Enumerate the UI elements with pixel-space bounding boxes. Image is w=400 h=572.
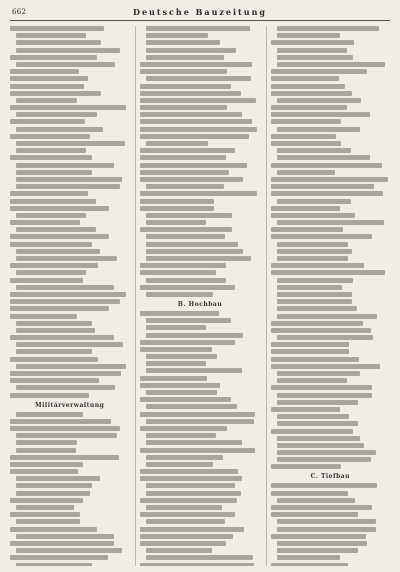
text-line xyxy=(140,448,255,453)
text-line xyxy=(277,98,362,103)
text-line xyxy=(16,448,76,453)
text-line xyxy=(277,127,361,132)
text-line xyxy=(16,177,122,182)
text-line xyxy=(146,555,252,560)
text-line xyxy=(146,440,241,445)
text-line xyxy=(277,400,358,405)
text-line xyxy=(140,541,226,546)
text-line xyxy=(277,450,376,455)
text-line xyxy=(277,285,343,290)
text-line xyxy=(10,335,114,340)
text-line xyxy=(271,105,347,110)
text-line xyxy=(277,33,340,38)
text-line xyxy=(10,419,111,424)
text-line xyxy=(146,483,234,488)
text-line xyxy=(140,84,231,89)
text-line xyxy=(271,563,349,567)
text-line xyxy=(16,148,86,153)
text-line xyxy=(140,191,257,196)
text-line xyxy=(146,220,206,225)
text-line xyxy=(277,498,356,503)
text-line xyxy=(146,505,221,510)
text-line xyxy=(10,314,77,319)
text-line xyxy=(16,433,117,438)
text-line xyxy=(146,76,251,81)
text-line xyxy=(271,134,337,139)
text-line xyxy=(16,33,86,38)
text-line xyxy=(16,213,86,218)
text-line xyxy=(10,469,78,474)
text-line xyxy=(146,213,232,218)
text-line xyxy=(140,347,212,352)
text-line xyxy=(10,292,126,297)
text-line xyxy=(140,112,241,117)
text-line xyxy=(271,321,363,326)
text-line xyxy=(10,306,109,311)
text-line xyxy=(277,548,358,553)
text-line xyxy=(10,234,109,239)
text-line xyxy=(271,184,375,189)
text-line xyxy=(146,256,251,261)
text-line xyxy=(271,357,359,362)
text-line xyxy=(146,48,235,53)
text-line xyxy=(277,220,384,225)
text-line xyxy=(10,357,98,362)
text-line xyxy=(277,242,349,247)
column-right xyxy=(266,26,390,566)
text-line xyxy=(140,512,234,517)
text-line xyxy=(140,527,244,532)
text-line xyxy=(277,457,371,462)
text-line xyxy=(277,278,353,283)
text-line xyxy=(277,414,350,419)
text-line xyxy=(10,278,83,283)
text-line xyxy=(10,105,126,110)
text-line xyxy=(271,191,383,196)
text-line xyxy=(16,127,103,132)
text-line xyxy=(10,191,88,196)
text-line xyxy=(146,26,250,31)
text-columns xyxy=(10,26,390,566)
text-line xyxy=(277,555,340,560)
text-line xyxy=(146,292,213,297)
text-line xyxy=(16,227,96,232)
text-line xyxy=(10,242,92,247)
text-line xyxy=(16,270,86,275)
page-title: Deutsche Bauzeitung xyxy=(133,7,267,17)
text-line xyxy=(277,335,374,340)
text-line xyxy=(140,155,226,160)
column-middle xyxy=(135,26,259,566)
text-line xyxy=(140,206,214,211)
text-line xyxy=(277,393,372,398)
text-line xyxy=(16,170,92,175)
text-line xyxy=(277,378,347,383)
text-line xyxy=(140,534,233,539)
text-line xyxy=(146,55,224,60)
text-line xyxy=(16,40,101,45)
text-line xyxy=(271,328,371,333)
text-line xyxy=(277,55,353,60)
text-line xyxy=(10,455,119,460)
text-line xyxy=(271,483,377,488)
text-line xyxy=(277,519,376,524)
text-line xyxy=(140,105,227,110)
text-line xyxy=(10,220,80,225)
text-line xyxy=(140,91,240,96)
text-line xyxy=(140,227,232,232)
text-line xyxy=(140,311,219,316)
text-line xyxy=(277,306,357,311)
text-line xyxy=(146,368,241,373)
text-line xyxy=(277,299,352,304)
text-line xyxy=(271,234,372,239)
text-line xyxy=(277,155,370,160)
text-line xyxy=(16,98,77,103)
text-line xyxy=(146,404,237,409)
text-line xyxy=(10,199,96,204)
text-line xyxy=(140,263,226,268)
text-line xyxy=(146,33,208,38)
text-line xyxy=(140,412,255,417)
text-line xyxy=(277,436,361,441)
section-heading: C. Tiefbau xyxy=(310,473,351,481)
text-line xyxy=(10,55,97,60)
text-line xyxy=(146,455,222,460)
text-line xyxy=(277,541,368,546)
text-line xyxy=(140,127,257,132)
text-line xyxy=(16,349,92,354)
page-header xyxy=(10,6,390,21)
text-line xyxy=(271,84,345,89)
text-line xyxy=(277,62,386,67)
text-line xyxy=(146,40,220,45)
text-line xyxy=(10,119,85,124)
column-left xyxy=(10,26,129,566)
text-line xyxy=(10,206,109,211)
text-line xyxy=(277,170,335,175)
text-line xyxy=(271,213,356,218)
text-line xyxy=(16,412,83,417)
text-line xyxy=(271,464,341,469)
text-line xyxy=(271,534,366,539)
text-line xyxy=(10,555,108,560)
text-line xyxy=(10,378,99,383)
text-line xyxy=(140,199,214,204)
text-line xyxy=(271,491,349,496)
text-line xyxy=(146,354,216,359)
text-line xyxy=(16,385,115,390)
text-line xyxy=(16,321,92,326)
text-line xyxy=(271,263,364,268)
text-line xyxy=(271,429,353,434)
text-line xyxy=(277,48,347,53)
text-line xyxy=(16,48,120,53)
text-line xyxy=(16,476,100,481)
text-line xyxy=(16,342,123,347)
text-line xyxy=(271,91,352,96)
text-line xyxy=(140,98,256,103)
text-line xyxy=(10,299,120,304)
text-line xyxy=(140,397,231,402)
text-line xyxy=(10,527,97,532)
text-line xyxy=(146,433,215,438)
text-line xyxy=(146,141,208,146)
text-line xyxy=(16,249,100,254)
text-line xyxy=(10,91,101,96)
section-heading: Militärverwaltung xyxy=(35,401,105,409)
text-line xyxy=(146,491,240,496)
text-line xyxy=(140,476,241,481)
text-line xyxy=(140,177,243,182)
text-line xyxy=(146,325,206,330)
text-line xyxy=(277,249,352,254)
text-line xyxy=(140,285,234,290)
text-line xyxy=(16,112,97,117)
text-line xyxy=(146,249,243,254)
text-line xyxy=(140,163,246,168)
text-line xyxy=(140,563,253,567)
section-heading: B. Hochbau xyxy=(177,300,223,308)
text-line xyxy=(10,498,83,503)
text-line xyxy=(277,256,349,261)
text-line xyxy=(271,364,381,369)
text-line xyxy=(10,155,92,160)
text-line xyxy=(16,285,114,290)
page-number: 662 xyxy=(12,8,27,16)
text-line xyxy=(16,534,114,539)
text-line xyxy=(271,141,341,146)
text-line xyxy=(140,340,234,345)
text-line xyxy=(140,376,207,381)
text-line xyxy=(16,491,90,496)
text-line xyxy=(140,119,252,124)
text-line xyxy=(10,76,88,81)
text-line xyxy=(146,184,224,189)
text-line xyxy=(277,148,351,153)
text-line xyxy=(16,328,95,333)
text-line xyxy=(10,84,84,89)
text-line xyxy=(271,512,358,517)
text-line xyxy=(16,141,125,146)
text-line xyxy=(271,349,350,354)
text-line xyxy=(271,206,340,211)
text-line xyxy=(146,462,213,467)
text-line xyxy=(146,390,216,395)
text-line xyxy=(10,512,80,517)
text-line xyxy=(16,563,92,567)
text-line xyxy=(271,112,370,117)
text-line xyxy=(16,548,122,553)
text-line xyxy=(16,364,126,369)
text-line xyxy=(140,498,237,503)
text-line xyxy=(146,361,206,366)
text-line xyxy=(16,256,117,261)
text-line xyxy=(271,119,341,124)
text-line xyxy=(271,69,368,74)
text-line xyxy=(146,242,238,247)
text-line xyxy=(10,462,83,467)
text-line xyxy=(140,134,249,139)
text-line xyxy=(277,443,364,448)
text-line xyxy=(140,426,227,431)
text-line xyxy=(271,177,388,182)
text-line xyxy=(277,527,376,532)
text-line xyxy=(10,371,121,376)
text-line xyxy=(271,270,386,275)
text-line xyxy=(277,292,352,297)
text-line xyxy=(277,26,380,31)
text-line xyxy=(10,426,120,431)
text-line xyxy=(16,163,114,168)
text-line xyxy=(277,421,358,426)
text-line xyxy=(271,76,339,81)
text-line xyxy=(271,163,382,168)
text-line xyxy=(277,371,361,376)
text-line xyxy=(146,234,225,239)
text-line xyxy=(16,505,74,510)
text-line xyxy=(146,419,253,424)
text-line xyxy=(146,318,231,323)
text-line xyxy=(16,440,77,445)
text-line xyxy=(140,148,234,153)
text-line xyxy=(271,342,350,347)
text-line xyxy=(10,263,98,268)
text-line xyxy=(271,385,372,390)
text-line xyxy=(277,314,377,319)
text-line xyxy=(140,62,252,67)
text-line xyxy=(10,541,114,546)
text-line xyxy=(140,383,220,388)
text-line xyxy=(16,184,120,189)
text-line xyxy=(140,69,227,74)
text-line xyxy=(16,62,115,67)
text-line xyxy=(271,505,372,510)
text-line xyxy=(140,270,215,275)
text-line xyxy=(16,483,92,488)
text-line xyxy=(271,227,344,232)
text-line xyxy=(146,333,243,338)
text-line xyxy=(146,519,225,524)
text-line xyxy=(146,278,226,283)
text-line xyxy=(10,134,90,139)
text-line xyxy=(140,170,228,175)
text-line xyxy=(10,393,89,398)
text-line xyxy=(10,26,104,31)
text-line xyxy=(140,469,238,474)
text-line xyxy=(16,519,80,524)
text-line xyxy=(271,40,355,45)
text-line xyxy=(146,548,212,553)
text-line xyxy=(10,69,79,74)
text-line xyxy=(277,199,351,204)
text-line xyxy=(271,407,340,412)
